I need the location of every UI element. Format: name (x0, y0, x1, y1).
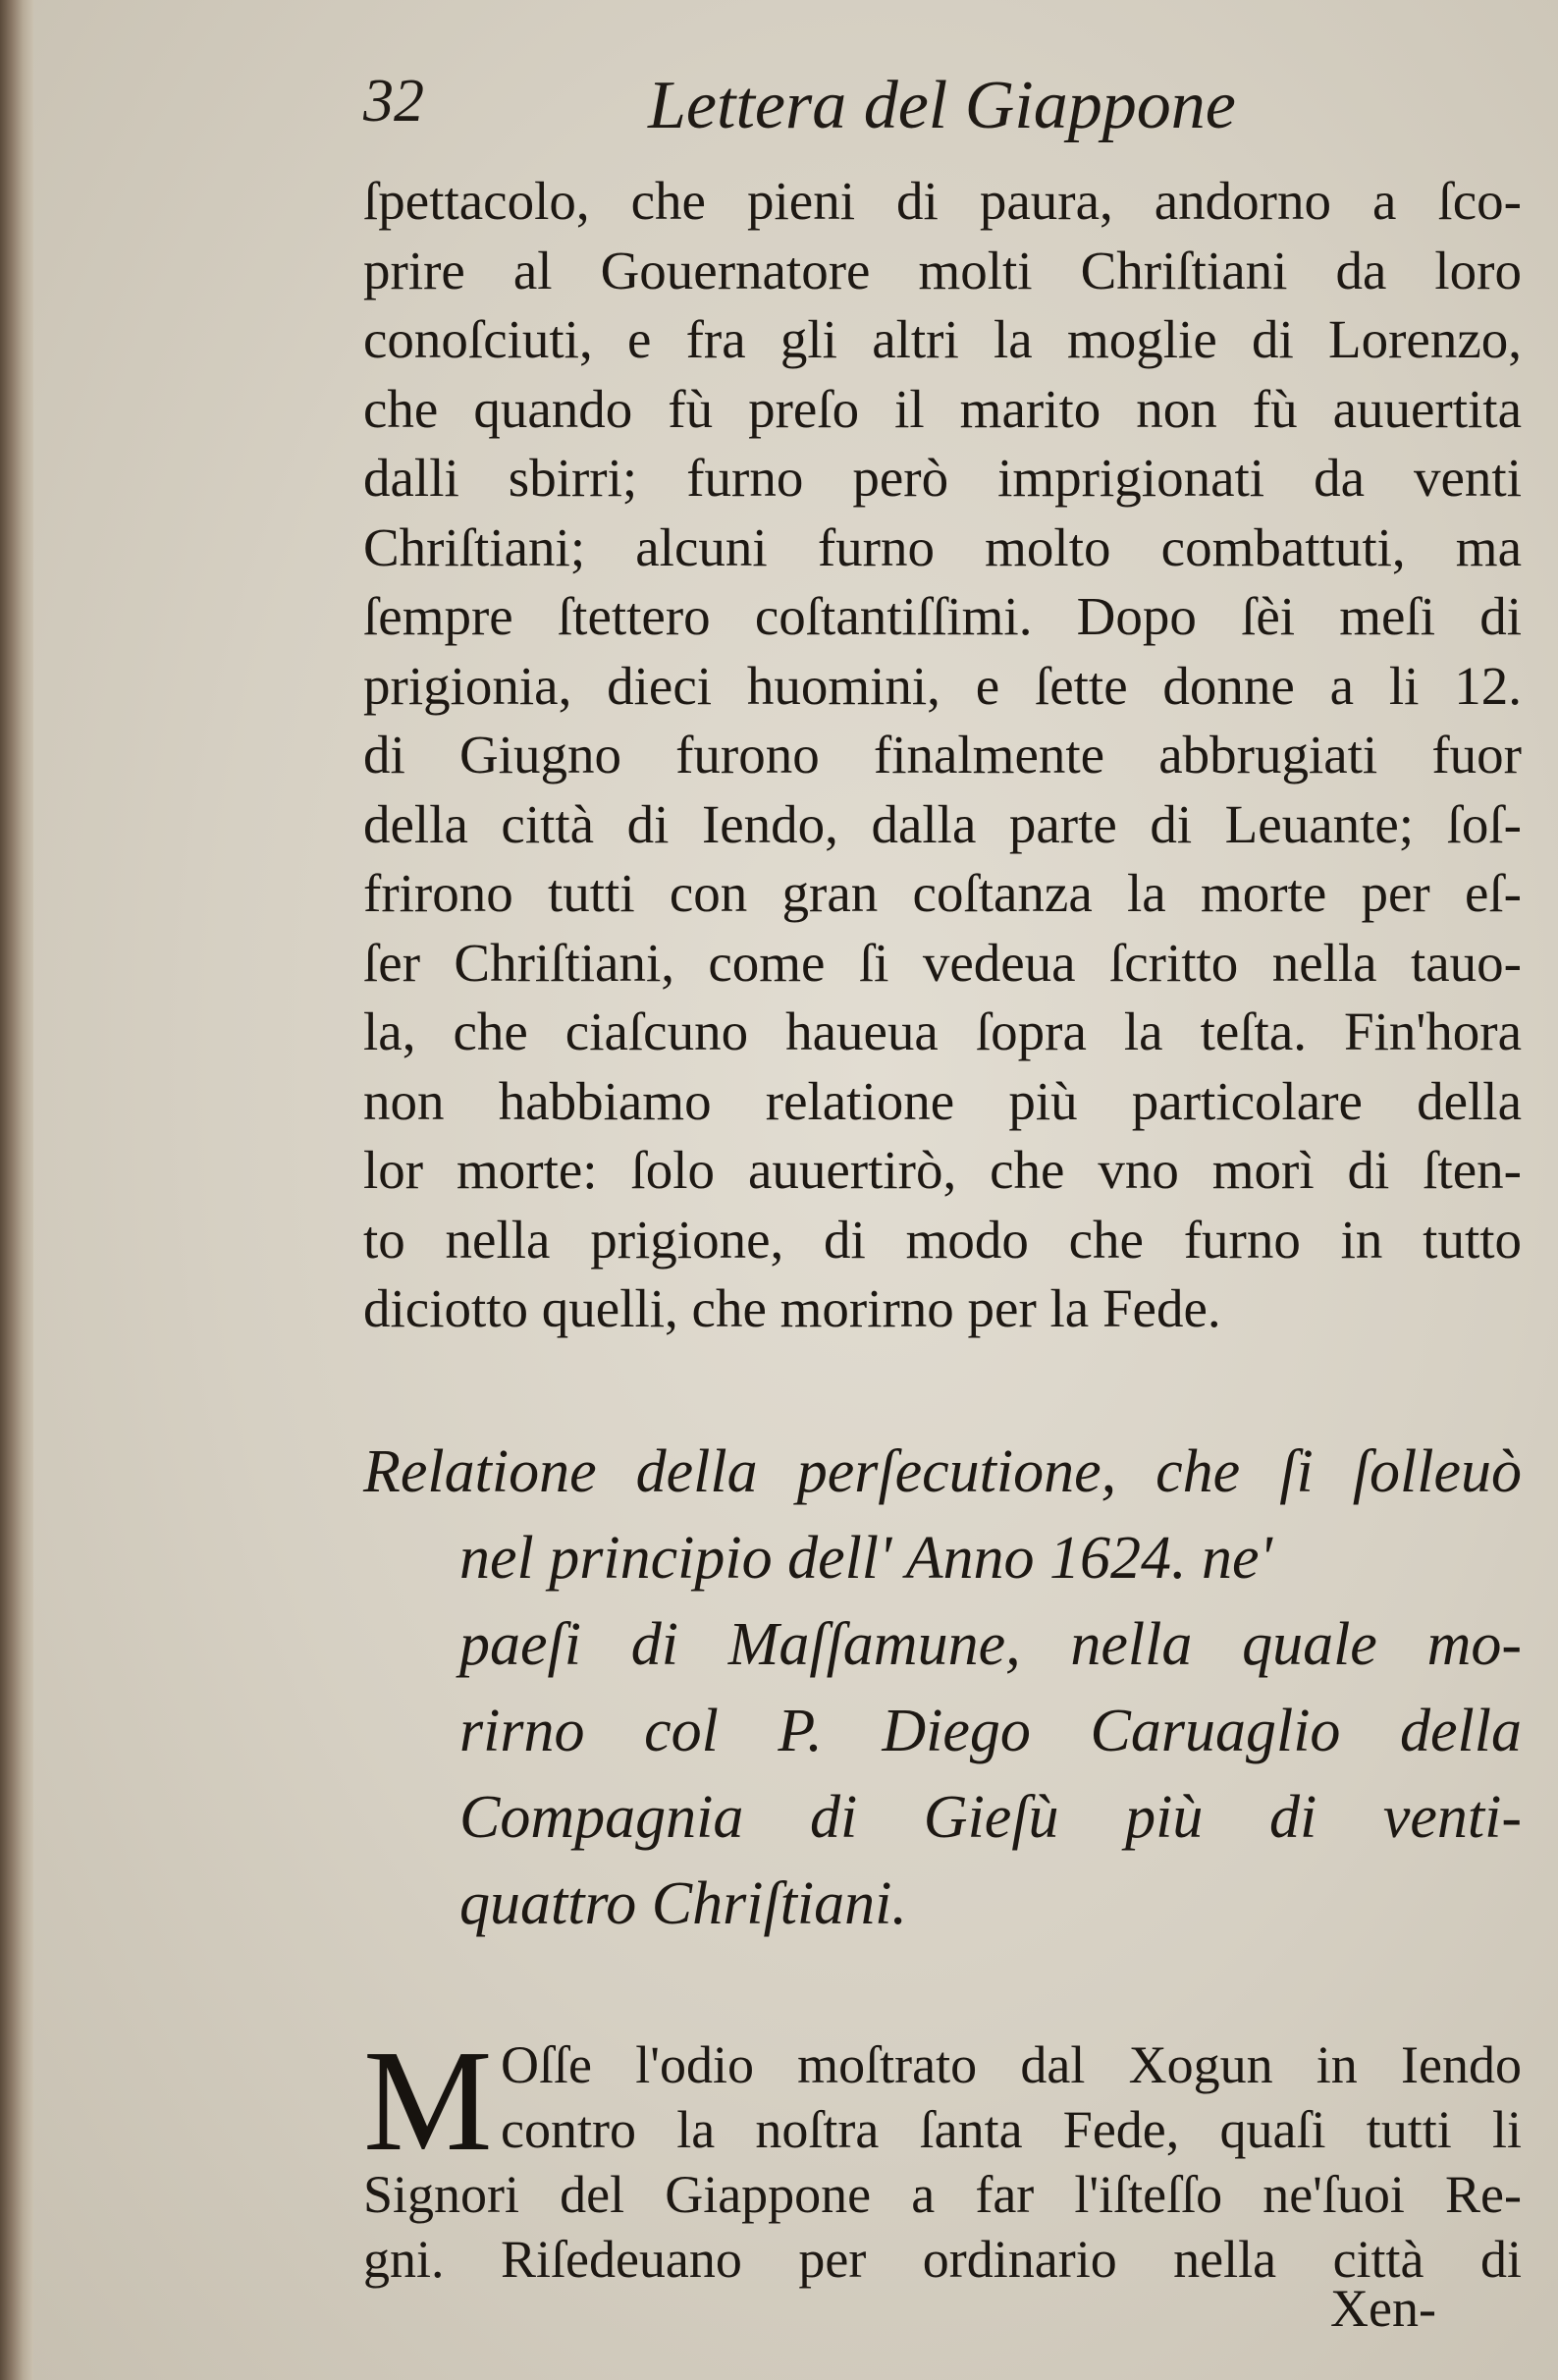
text-line: non habbiamo relatione più particolare della (363, 1070, 1522, 1131)
text-line: gni. Riſedeuano per ordinario nella città di (363, 2230, 1522, 2289)
text-line: Chriſtiani; alcuni furno molto combattuti, ma (363, 516, 1522, 577)
drop-cap: M (363, 2021, 493, 2182)
running-title: Lettera del Giappone (648, 68, 1236, 143)
heading-line: Compagnia di Gieſù più di venti- (459, 1784, 1522, 1851)
second-paragraph (363, 2021, 1522, 2292)
text-line: dalli sbirri; furno però imprigionati da venti (363, 448, 1522, 508)
text-line: che quando fù preſo il marito non fù auuertita (363, 378, 1522, 439)
section-heading (363, 1429, 1522, 1947)
text-line: Oſſe l'odio moſtrato dal Xogun in Iendo (501, 2035, 1522, 2094)
text-line: la, che ciaſcuno haueua ſopra la teſta. Fin'hora (363, 1001, 1522, 1061)
catchword: Xen- (1330, 2279, 1436, 2338)
text-line: contro la noſtra ſanta Fede, quaſi tutti li (501, 2100, 1522, 2159)
page-number: 32 (363, 68, 424, 135)
text-line: prigionia, dieci huomini, e ſette donne a li 12. (363, 655, 1522, 716)
heading-line: quattro Chriſtiani. (459, 1870, 907, 1937)
text-line: frirono tutti con gran coſtanza la morte per eſ- (363, 863, 1522, 923)
text-line: di Giugno furono finalmente abbrugiati fuor (363, 725, 1522, 784)
text-line: lor morte: ſolo auuertirò, che vno morì di ſten- (363, 1140, 1522, 1200)
book-gutter-edge (0, 0, 33, 2380)
text-line: conoſciuti, e fra gli altri la moglie di Lorenzo, (363, 309, 1522, 369)
page-header (363, 67, 1384, 165)
text-line: diciotto quelli, che morirno per la Fede. (363, 1278, 1221, 1338)
heading-line: rirno col P. Diego Caruaglio della (459, 1698, 1522, 1764)
heading-line: paeſi di Maſſamune, nella quale mo- (459, 1611, 1522, 1678)
text-line: Signori del Giappone a far l'iſteſſo ne'ſuoi Re- (363, 2165, 1522, 2224)
heading-line: Relatione della perſecutione, che ſi ſolleuò (363, 1438, 1522, 1505)
text-line: ſpettacolo, che pieni di paura, andorno a ſco- (363, 171, 1522, 231)
body-paragraph (363, 167, 1522, 1344)
text-line: prire al Gouernatore molti Chriſtiani da loro (363, 240, 1522, 300)
heading-line: nel principio dell' Anno 1624. ne' (459, 1525, 1272, 1592)
text-line: della città di Iendo, dalla parte di Leuante; ſoſ- (363, 793, 1522, 854)
text-line: to nella prigione, di modo che furno in tutto (363, 1209, 1522, 1270)
text-line: ſer Chriſtiani, come ſi vedeua ſcritto nella tauo- (363, 932, 1522, 993)
text-line: ſempre ſtettero coſtantiſſimi. Dopo ſèi meſi di (363, 586, 1522, 646)
